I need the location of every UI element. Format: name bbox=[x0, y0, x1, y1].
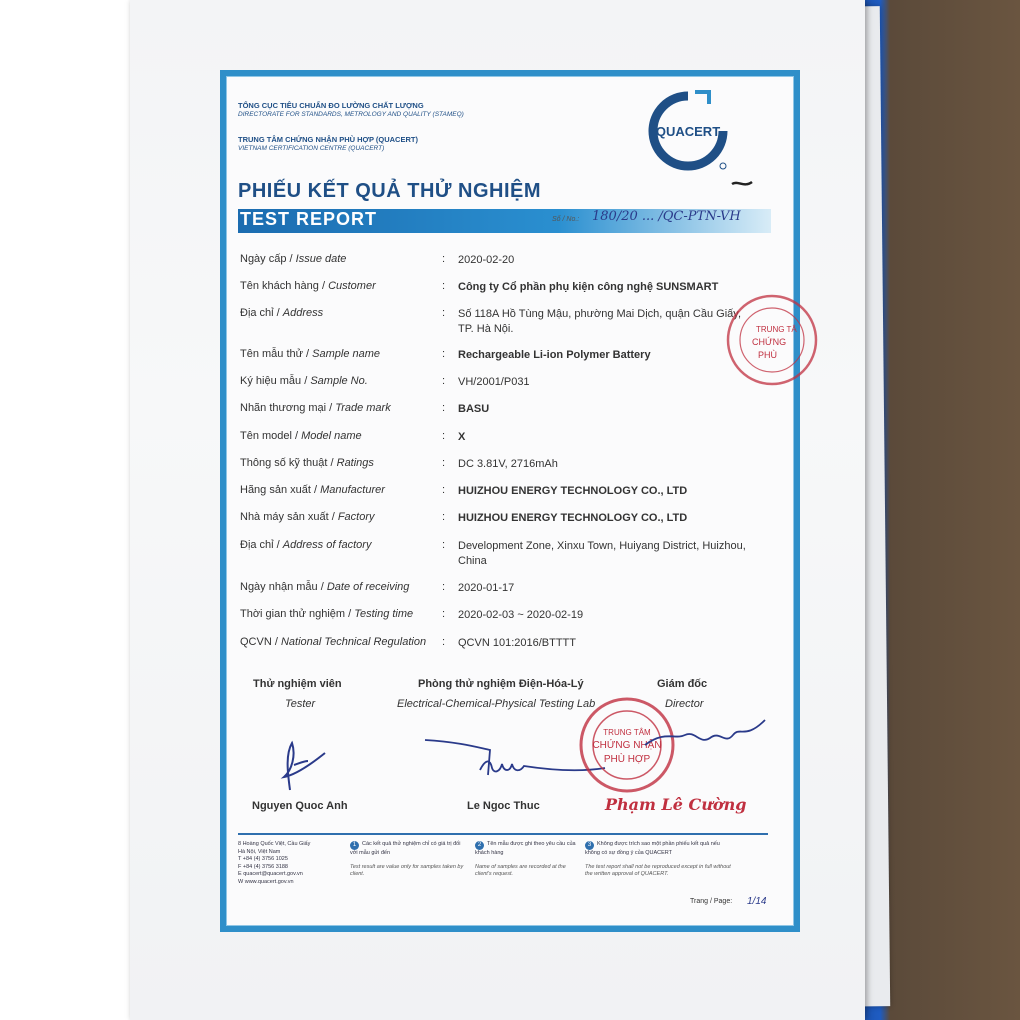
field-value: HUIZHOU ENERGY TECHNOLOGY CO., LTD bbox=[458, 485, 688, 497]
footer-note-vn: Tên mẫu được ghi theo yêu cầu của khách hàng bbox=[475, 841, 576, 856]
official-stamp-icon bbox=[575, 690, 775, 800]
svg-text:TRUNG TÂM: TRUNG TÂM bbox=[603, 728, 651, 737]
note-number-icon: 3 bbox=[585, 841, 594, 850]
tester-signature-icon bbox=[270, 735, 350, 795]
field-value: HUIZHOU ENERGY TECHNOLOGY CO., LTD bbox=[458, 512, 688, 524]
field-label bbox=[240, 539, 371, 551]
field-colon: : bbox=[442, 280, 446, 292]
field-label bbox=[240, 581, 409, 593]
note-number-icon: 2 bbox=[475, 841, 484, 850]
field-label-en: Factory bbox=[337, 511, 375, 523]
svg-text:PHÙ HỢP: PHÙ HỢP bbox=[603, 754, 651, 765]
field-label bbox=[240, 608, 413, 620]
field-colon: : bbox=[442, 375, 446, 387]
field-label-en: Customer bbox=[328, 280, 376, 292]
svg-text:TRUNG TÂ: TRUNG TÂ bbox=[756, 325, 797, 334]
field-label bbox=[240, 280, 376, 292]
report-number-label: Số / No.: bbox=[552, 216, 580, 223]
field-label-en: National Technical Regulation bbox=[280, 636, 427, 648]
field-value: 2020-01-17 bbox=[458, 582, 515, 594]
note-number-icon: 1 bbox=[350, 841, 359, 850]
field-label-en: Model name bbox=[301, 430, 362, 442]
footer-address-line: Hà Nội, Việt Nam bbox=[238, 848, 281, 855]
field-label bbox=[240, 457, 374, 469]
field-label-vn: Ký hiệu mẫu / bbox=[240, 375, 311, 387]
footer-note-en: Name of samples are recorded at the client's request. bbox=[475, 863, 566, 877]
field-colon: : bbox=[442, 307, 446, 319]
footer-address-line: T +84 (4) 3756 1025 bbox=[238, 856, 288, 862]
field-label-vn: Địa chỉ / bbox=[240, 307, 283, 319]
footer-address-line: W www.quacert.gov.vn bbox=[238, 878, 294, 885]
field-colon: : bbox=[442, 511, 446, 523]
field-label-vn: Ngày nhận mẫu / bbox=[240, 581, 327, 593]
footer-address-line: F +84 (4) 3756 3188 bbox=[238, 863, 288, 870]
field-label-vn: Hãng sản xuất / bbox=[240, 484, 321, 496]
field-value: Rechargeable Li-ion Polymer Battery bbox=[458, 349, 651, 361]
field-label bbox=[240, 430, 362, 442]
svg-text:PHÙ: PHÙ bbox=[758, 350, 778, 360]
footer-note-en: The test report shall not be reproduced except in full without the written approval of QUACERT. bbox=[585, 863, 731, 877]
field-colon: : bbox=[442, 253, 446, 265]
field-label-en: Sample name bbox=[312, 348, 381, 360]
field-label-vn: Nhãn thương mại / bbox=[240, 402, 336, 414]
field-value: Development Zone, Xinxu Town, Huiyang District, Huizhou, China bbox=[458, 540, 746, 567]
org-name-vn: TỔNG CỤC TIÊU CHUẨN ĐO LƯỜNG CHẤT LƯỢNG bbox=[238, 101, 424, 110]
tester-heading: Thử nghiệm viên bbox=[253, 678, 342, 690]
field-label-en: Trade mark bbox=[335, 402, 391, 414]
field-value: Số 118A Hồ Tùng Mậu, phường Mai Dịch, quận Cầu Giấy, TP. Hà Nội. bbox=[458, 308, 742, 335]
ink-mark-icon bbox=[728, 176, 758, 196]
field-label bbox=[240, 636, 426, 648]
field-label bbox=[240, 484, 385, 496]
footer-address-line: 8 Hoàng Quốc Việt, Cầu Giấy bbox=[238, 841, 311, 847]
field-label bbox=[240, 375, 368, 387]
field-value: 2020-02-03 ~ 2020-02-19 bbox=[458, 609, 584, 621]
centre-name-en: VIETNAM CERTIFICATION CENTRE (QUACERT) bbox=[238, 145, 385, 152]
footer-address bbox=[238, 841, 338, 886]
tester-subheading: Tester bbox=[285, 698, 316, 710]
lab-heading: Phòng thử nghiệm Điện-Hóa-Lý bbox=[418, 678, 584, 690]
footer-note-2 bbox=[475, 841, 580, 879]
field-colon: : bbox=[442, 581, 446, 593]
field-label bbox=[240, 348, 380, 360]
svg-text:CHỨNG NHẬN: CHỨNG NHẬN bbox=[592, 740, 662, 751]
field-label-vn: Tên khách hàng / bbox=[240, 280, 329, 292]
field-value: X bbox=[458, 431, 466, 443]
side-stamp-icon bbox=[722, 290, 797, 390]
field-label-en: Issue date bbox=[295, 253, 347, 265]
director-heading: Giám đốc bbox=[657, 678, 708, 690]
field-colon: : bbox=[442, 430, 446, 442]
field-value: QCVN 101:2016/BTTTT bbox=[458, 637, 576, 649]
quacert-logo-icon bbox=[645, 88, 731, 174]
footer-note-1 bbox=[350, 841, 465, 879]
lab-subheading: Electrical-Chemical-Physical Testing Lab bbox=[397, 698, 596, 710]
field-colon: : bbox=[442, 402, 446, 414]
field-label bbox=[240, 253, 346, 265]
report-title-vn: PHIẾU KẾT QUẢ THỬ NGHIỆM bbox=[238, 180, 542, 202]
field-label-vn: Tên mẫu thử / bbox=[240, 348, 313, 360]
field-label-en: Date of receiving bbox=[326, 581, 410, 593]
director-name: Phạm Lê Cường bbox=[605, 795, 747, 814]
field-value: VH/2001/P031 bbox=[458, 376, 530, 388]
field-colon: : bbox=[442, 457, 446, 469]
report-title-en: TEST REPORT bbox=[240, 209, 378, 229]
field-value: DC 3.81V, 2716mAh bbox=[458, 458, 558, 470]
field-value: Công ty Cổ phần phụ kiện công nghệ SUNSMART bbox=[458, 281, 719, 293]
field-label-en: Manufacturer bbox=[320, 484, 385, 496]
field-colon: : bbox=[442, 484, 446, 496]
field-label-en: Testing time bbox=[354, 608, 414, 620]
field-colon: : bbox=[442, 348, 446, 360]
field-label-vn: Thông số kỹ thuật / bbox=[240, 457, 337, 469]
field-colon: : bbox=[442, 608, 446, 620]
field-label-vn: Địa chỉ / bbox=[240, 539, 283, 551]
page-number: 1/14 bbox=[747, 896, 767, 907]
centre-name-vn: TRUNG TÂM CHỨNG NHẬN PHÙ HỢP (QUACERT) bbox=[238, 135, 418, 144]
director-subheading: Director bbox=[665, 698, 704, 710]
footer-note-en: Test result are value only for samples taken by client. bbox=[350, 863, 464, 877]
field-label-vn: Tên model / bbox=[240, 430, 302, 442]
org-name-en: DIRECTORATE FOR STANDARDS, METROLOGY AND QUALITY (STAMEQ) bbox=[238, 111, 464, 118]
field-label-vn: Thời gian thử nghiệm / bbox=[240, 608, 355, 620]
field-label bbox=[240, 307, 323, 319]
footer-divider bbox=[238, 833, 768, 835]
field-label-en: Address bbox=[282, 307, 324, 319]
field-label-vn: Nhà máy sản xuất / bbox=[240, 511, 338, 523]
field-colon: : bbox=[442, 539, 446, 551]
lab-head-name: Le Ngoc Thuc bbox=[467, 800, 540, 812]
footer-note-3 bbox=[585, 841, 735, 879]
field-label-vn: Ngày cấp / bbox=[240, 253, 296, 265]
field-value: BASU bbox=[458, 403, 490, 415]
logo-text: QUACERT bbox=[655, 124, 721, 139]
svg-text:CHỨNG: CHỨNG bbox=[752, 337, 787, 347]
tester-name: Nguyen Quoc Anh bbox=[252, 800, 348, 812]
report-number-value: 180/20 ... /QC-PTN-VH bbox=[592, 209, 741, 224]
field-label bbox=[240, 402, 391, 414]
field-colon: : bbox=[442, 636, 446, 648]
field-label bbox=[240, 511, 375, 523]
field-value: 2020-02-20 bbox=[458, 254, 515, 266]
field-label-vn: QCVN / bbox=[240, 636, 281, 648]
field-label-en: Ratings bbox=[336, 457, 374, 469]
page-label: Trang / Page: bbox=[690, 898, 733, 905]
footer-note-vn: Không được trích sao một phần phiếu kết quả nếu không có sự đồng ý của QUACERT bbox=[585, 841, 720, 856]
footer-address-line: E quacert@quacert.gov.vn bbox=[238, 871, 303, 877]
field-label-en: Address of factory bbox=[282, 539, 372, 551]
background-left bbox=[0, 0, 130, 1020]
footer-note-vn: Các kết quả thử nghiệm chỉ có giá trị đối với mẫu gửi đến bbox=[350, 841, 461, 856]
field-label-en: Sample No. bbox=[310, 375, 368, 387]
